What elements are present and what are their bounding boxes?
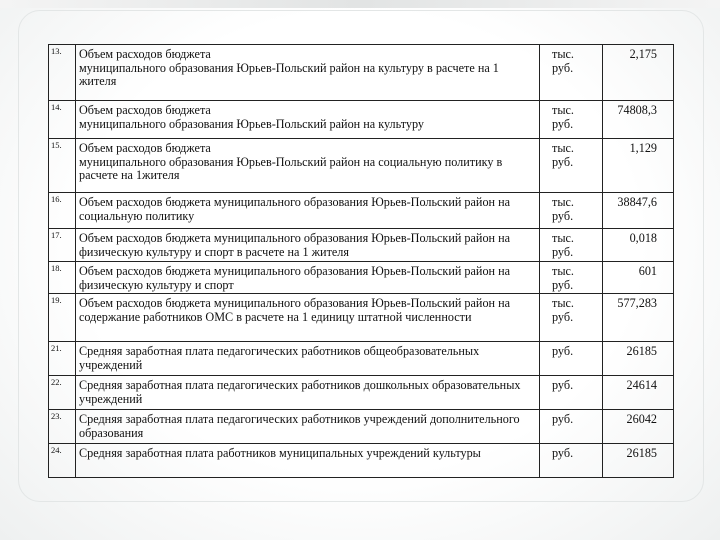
table-row: [49, 193, 674, 229]
table-row: [49, 376, 674, 410]
value-cell: 38847,6: [603, 193, 674, 229]
unit-cell: руб.: [540, 410, 603, 444]
unit-cell: [540, 101, 603, 139]
unit-cell: [540, 193, 603, 229]
value-cell: 74808,3: [603, 101, 674, 139]
indicator-line-1: Объем расходов бюджета муниципального образования Юрьев-Польский район на культуру в расчете на 1 жителя: [79, 47, 499, 89]
indicator-line-1: Объем расходов бюджета муниципального образования Юрьев-Польский район на социальную политику в расчете на 1жителя: [79, 141, 503, 183]
row-number: 19.: [49, 294, 76, 342]
unit-cell: руб.: [540, 342, 603, 376]
unit-l1: тыс. руб.: [552, 296, 574, 324]
value-cell: 601: [603, 262, 674, 294]
indicators-table: [48, 44, 674, 478]
indicator-text: Объем расходов бюджета муниципального образования Юрьев-Польский район на физическую культуру и спорт: [76, 262, 540, 294]
row-number: 21.: [49, 342, 76, 376]
row-number: 17.: [49, 229, 76, 262]
indicator-text: Объем расходов бюджета муниципального образования Юрьев-Польский район на содержание работников ОМС в расчете на 1 единицу штатной численности: [76, 294, 540, 342]
indicator-text: Объем расходов бюджета муниципального образования Юрьев-Польский район на физическую культуру и спорт в расчете на 1 жителя: [76, 229, 540, 262]
table-row: [49, 262, 674, 294]
unit-l1: тыс. руб.: [552, 141, 574, 169]
value-cell: 26185: [603, 444, 674, 478]
value-cell: 26185: [603, 342, 674, 376]
row-number: 16.: [49, 193, 76, 229]
table-row: [49, 45, 674, 101]
row-number: 24.: [49, 444, 76, 478]
indicator-text: [76, 139, 540, 193]
unit-cell: руб.: [540, 376, 603, 410]
unit-cell: [540, 229, 603, 262]
unit-l1: тыс. руб.: [552, 264, 574, 292]
value-cell: 2,175: [603, 45, 674, 101]
row-number: 23.: [49, 410, 76, 444]
indicator-text: Средняя заработная плата педагогических работников дошкольных образовательных учреждений: [76, 376, 540, 410]
row-number: 14.: [49, 101, 76, 139]
unit-cell: [540, 139, 603, 193]
row-number: 13.: [49, 45, 76, 101]
unit-cell: [540, 262, 603, 294]
row-number: 22.: [49, 376, 76, 410]
unit-l1: тыс. руб.: [552, 195, 574, 223]
table-row: [49, 101, 674, 139]
table-row: [49, 229, 674, 262]
unit-cell: [540, 294, 603, 342]
row-number: 18.: [49, 262, 76, 294]
value-cell: 1,129: [603, 139, 674, 193]
value-cell: 24614: [603, 376, 674, 410]
indicator-text: Средняя заработная плата педагогических работников учреждений дополнительного образования: [76, 410, 540, 444]
indicator-text: [76, 101, 540, 139]
indicator-text: [76, 45, 540, 101]
table-row: [49, 139, 674, 193]
unit-cell: [540, 45, 603, 101]
indicator-text: Средняя заработная плата работников муниципальных учреждений культуры: [76, 444, 540, 478]
unit-l1: тыс. руб.: [552, 47, 574, 75]
row-number: 15.: [49, 139, 76, 193]
value-cell: 577,283: [603, 294, 674, 342]
table-row: [49, 342, 674, 376]
unit-l1: тыс. руб.: [552, 103, 574, 131]
table-row: [49, 444, 674, 478]
top-stripe: [0, 0, 720, 8]
indicator-text: Объем расходов бюджета муниципального образования Юрьев-Польский район на социальную политику: [76, 193, 540, 229]
unit-l1: тыс. руб.: [552, 231, 574, 259]
indicator-text: Средняя заработная плата педагогических работников общеобразовательных учреждений: [76, 342, 540, 376]
indicator-line-1: Объем расходов бюджета муниципального образования Юрьев-Польский район на культуру: [79, 103, 424, 131]
value-cell: 0,018: [603, 229, 674, 262]
table-row: [49, 294, 674, 342]
unit-cell: руб.: [540, 444, 603, 478]
table-row: [49, 410, 674, 444]
value-cell: 26042: [603, 410, 674, 444]
